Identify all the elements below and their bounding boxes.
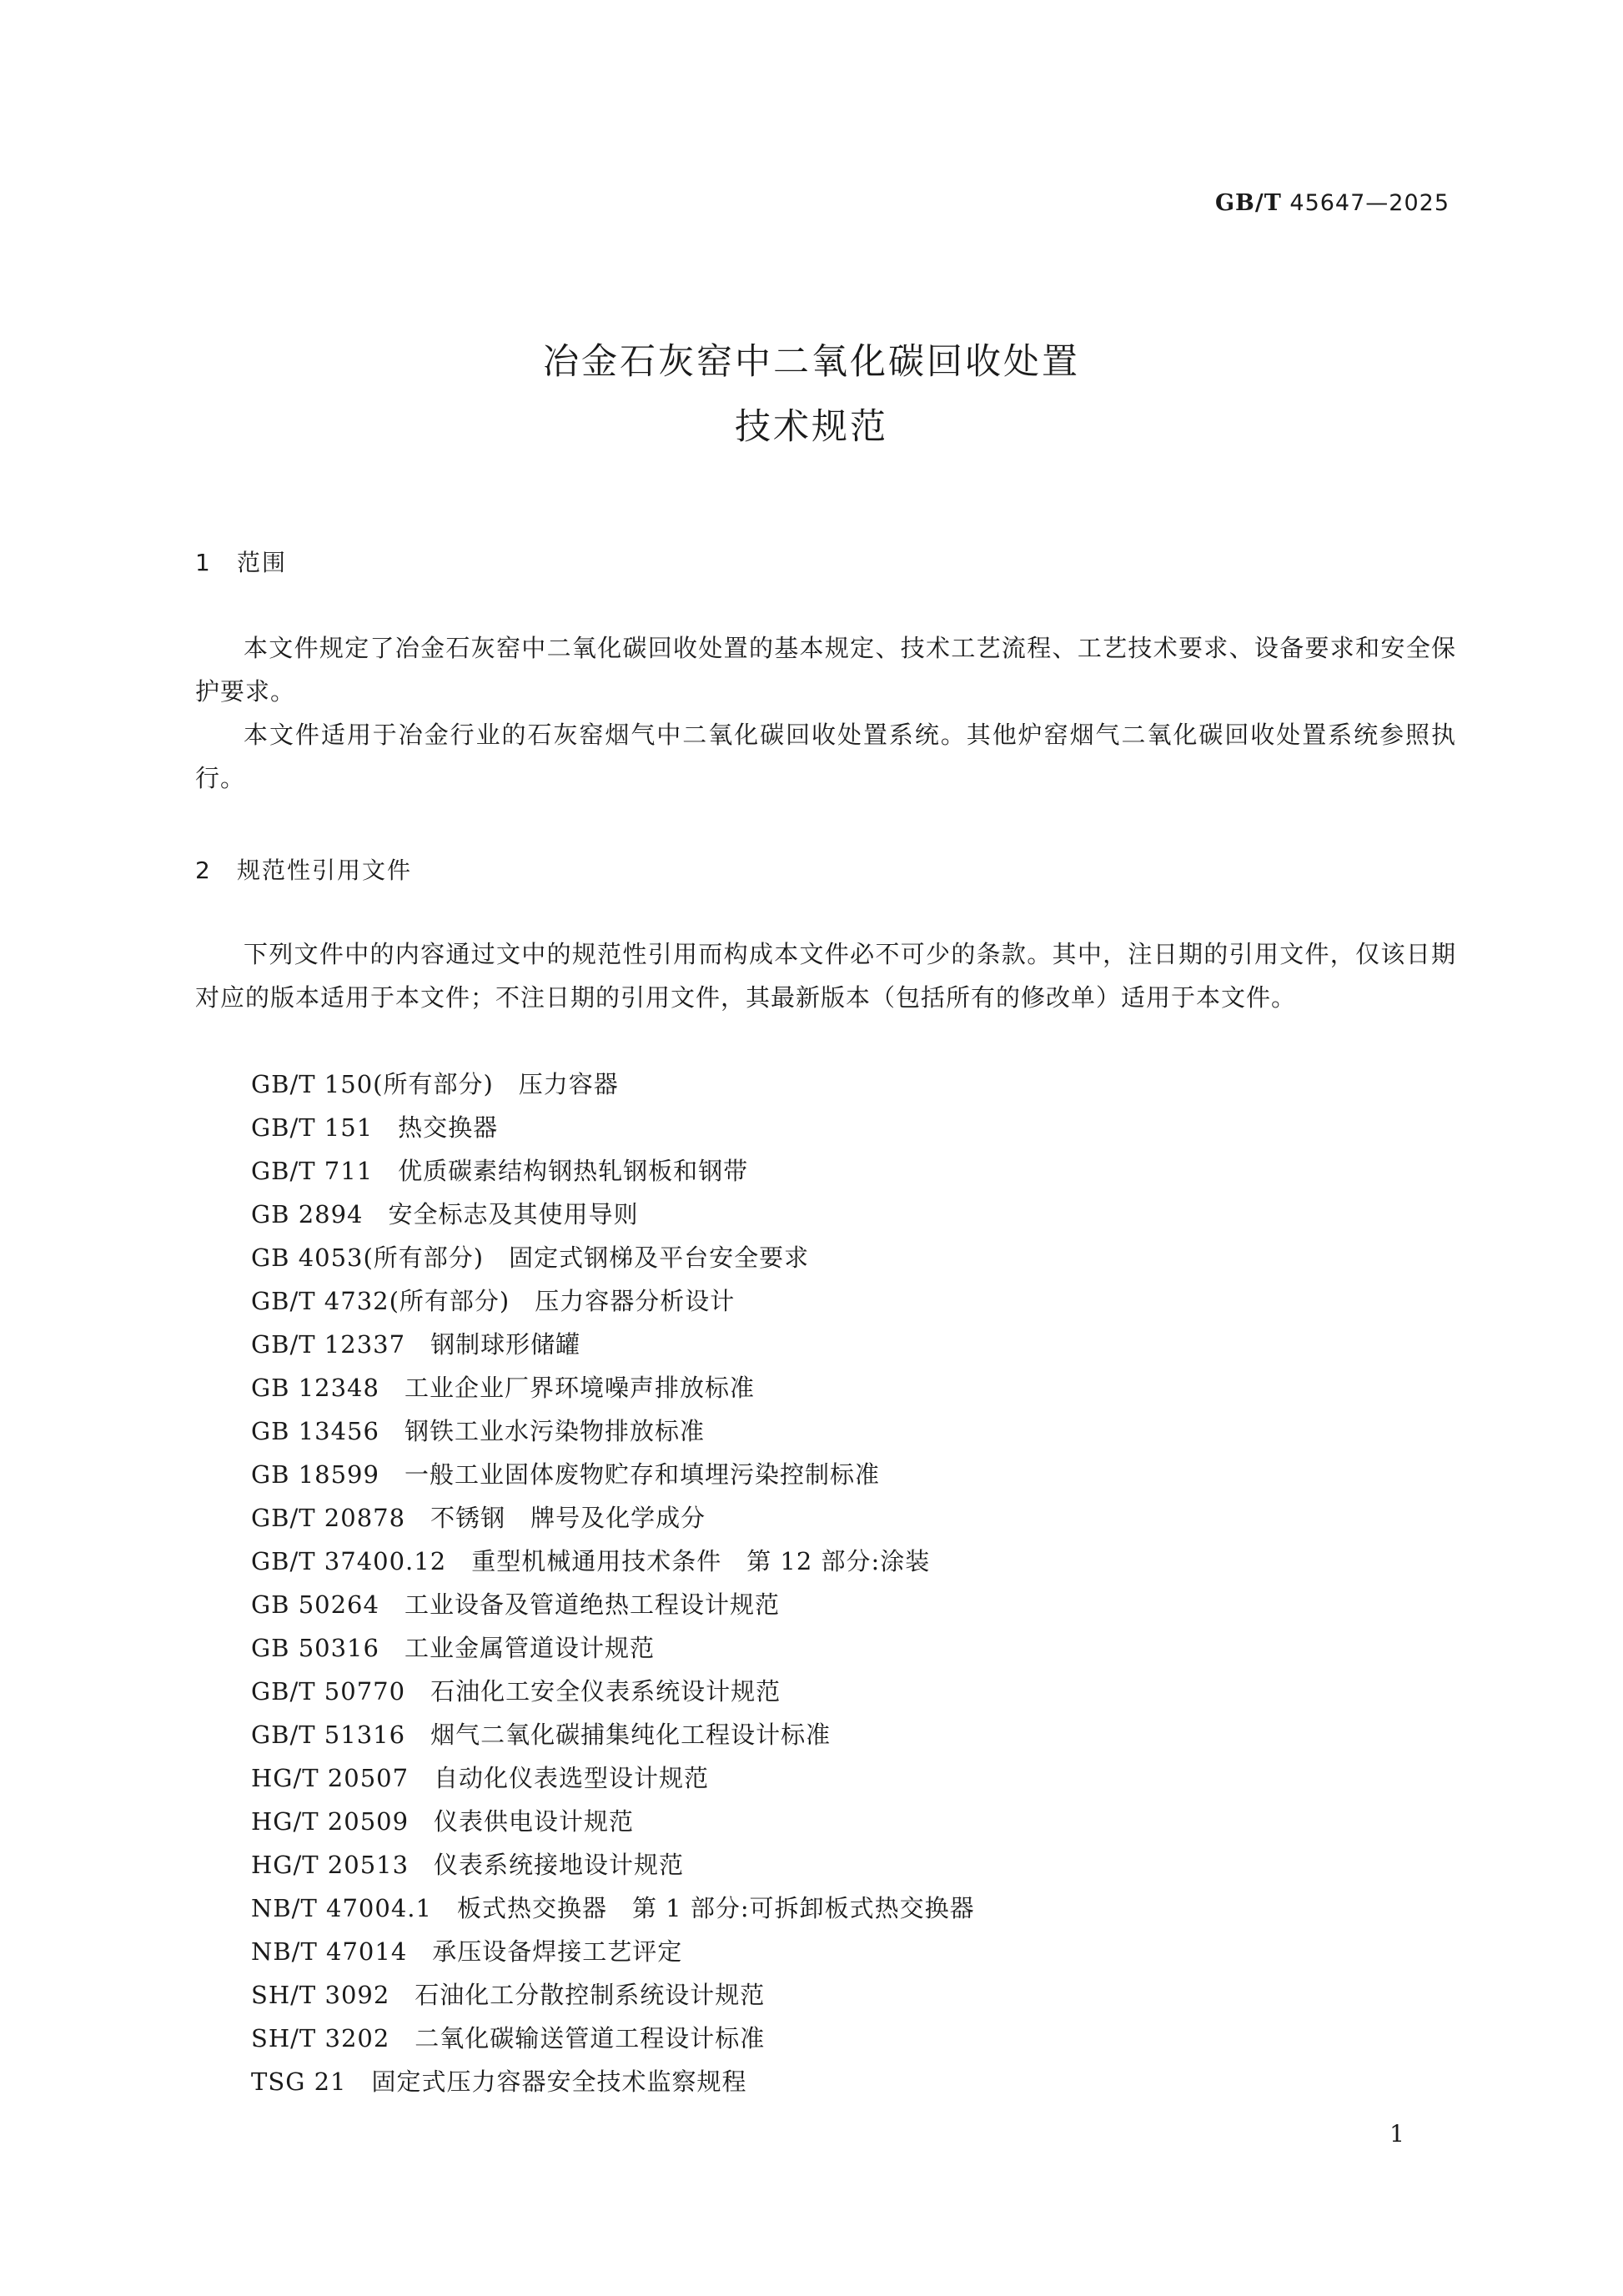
reference-title: 热交换器 [398,1113,499,1142]
reference-code: GB/T 150(所有部分) [251,1070,494,1098]
reference-code: GB/T 37400.12 [251,1547,447,1575]
reference-item [251,1496,975,1540]
reference-title: 板式热交换器 第 1 部分:可拆卸板式热交换器 [456,1894,975,1922]
reference-title: 固定式压力容器安全技术监察规程 [371,2067,747,2096]
reference-title: 承压设备焊接工艺评定 [432,1937,683,1966]
reference-code: GB 50264 [251,1590,379,1619]
reference-title: 压力容器分析设计 [535,1287,736,1315]
reference-item [251,1236,975,1279]
reference-code: NB/T 47004.1 [251,1894,432,1922]
section-2-heading [195,852,412,886]
section-1-title: 范围 [237,549,288,576]
reference-code: GB 50316 [251,1634,379,1662]
reference-item [251,1887,975,1930]
reference-code: HG/T 20509 [251,1807,410,1836]
reference-item [251,1279,975,1323]
standard-prefix: GB/T [1214,190,1282,216]
reference-title: 仪表供电设计规范 [434,1807,635,1836]
reference-code: GB/T 20878 [251,1504,406,1532]
reference-item [251,1713,975,1756]
reference-title: 工业金属管道设计规范 [404,1634,655,1662]
reference-item [251,1930,975,1973]
reference-item [251,1106,975,1149]
reference-title: 重型机械通用技术条件 第 12 部分:涂装 [471,1547,931,1575]
page-number: 1 [1389,2120,1404,2148]
reference-item [251,1409,975,1453]
reference-title: 优质碳素结构钢热轧钢板和钢带 [398,1157,749,1185]
reference-code: GB 4053(所有部分) [251,1243,485,1272]
document-title-line-1: 冶金石灰窑中二氧化碳回收处置 [543,341,1080,383]
reference-item [251,1800,975,1843]
reference-item [251,1323,975,1366]
reference-title: 工业企业厂界环境噪声排放标准 [404,1374,755,1402]
reference-code: GB/T 51316 [251,1721,406,1749]
reference-title: 仪表系统接地设计规范 [434,1851,685,1879]
reference-code: NB/T 47014 [251,1937,408,1966]
reference-list [251,1063,975,2103]
section-1-heading [195,545,287,578]
reference-title: 一般工业固体废物贮存和填埋污染控制标准 [404,1460,880,1489]
reference-code: GB 2894 [251,1200,364,1228]
reference-item [251,1149,975,1193]
reference-item [251,1063,975,1106]
reference-title: 钢制球形储罐 [430,1330,581,1359]
reference-code: GB 18599 [251,1460,379,1489]
reference-code: GB 13456 [251,1417,379,1445]
reference-title: 石油化工安全仪表系统设计规范 [430,1677,781,1706]
reference-title: 安全标志及其使用导则 [388,1200,639,1228]
reference-title: 自动化仪表选型设计规范 [434,1764,710,1792]
reference-code: SH/T 3092 [251,1981,390,2009]
reference-title: 压力容器 [518,1070,619,1098]
reference-item [251,1670,975,1713]
reference-code: GB/T 4732(所有部分) [251,1287,510,1315]
reference-title: 石油化工分散控制系统设计规范 [415,1981,766,2009]
document-title-line-2: 技术规范 [735,406,888,448]
reference-code: GB/T 50770 [251,1677,406,1706]
standard-number: 45647—2025 [1289,190,1450,216]
reference-code: GB/T 12337 [251,1330,406,1359]
section-1-number: 1 [195,549,212,576]
reference-item [251,1583,975,1626]
reference-code: SH/T 3202 [251,2024,390,2052]
scope-paragraph-2: 本文件适用于冶金行业的石灰窑烟气中二氧化碳回收处置系统。其他炉窑烟气二氧化碳回收处置系统参照执行。 [195,721,1456,792]
reference-item [251,1756,975,1800]
reference-title: 二氧化碳输送管道工程设计标准 [415,2024,766,2052]
reference-item [251,2017,975,2060]
reference-item [251,2060,975,2103]
reference-item [251,1626,975,1670]
reference-item [251,1540,975,1583]
reference-item [251,1843,975,1887]
reference-code: GB/T 711 [251,1157,374,1185]
reference-code: HG/T 20507 [251,1764,410,1792]
reference-code: HG/T 20513 [251,1851,410,1879]
reference-item [251,1453,975,1496]
references-intro-paragraph: 下列文件中的内容通过文中的规范性引用而构成本文件必不可少的条款。其中，注日期的引用文件，仅该日期对应的版本适用于本文件；不注日期的引用文件，其最新版本（包括所有的修改单）适用于本文件。 [195,940,1456,1012]
reference-title: 不锈钢 牌号及化学成分 [430,1504,706,1532]
reference-title: 钢铁工业水污染物排放标准 [404,1417,705,1445]
reference-item [251,1973,975,2017]
reference-item [251,1193,975,1236]
section-2-number: 2 [195,857,212,884]
reference-code: TSG 21 [251,2067,347,2096]
reference-code: GB/T 151 [251,1113,374,1142]
reference-item [251,1366,975,1409]
scope-paragraph-1: 本文件规定了冶金石灰窑中二氧化碳回收处置的基本规定、技术工艺流程、工艺技术要求、设备要求和安全保护要求。 [195,634,1456,706]
reference-code: GB 12348 [251,1374,379,1402]
standard-code [1215,190,1450,216]
reference-title: 烟气二氧化碳捕集纯化工程设计标准 [430,1721,832,1749]
reference-title: 固定式钢梯及平台安全要求 [509,1243,810,1272]
section-2-title: 规范性引用文件 [237,857,413,884]
reference-title: 工业设备及管道绝热工程设计规范 [404,1590,780,1619]
